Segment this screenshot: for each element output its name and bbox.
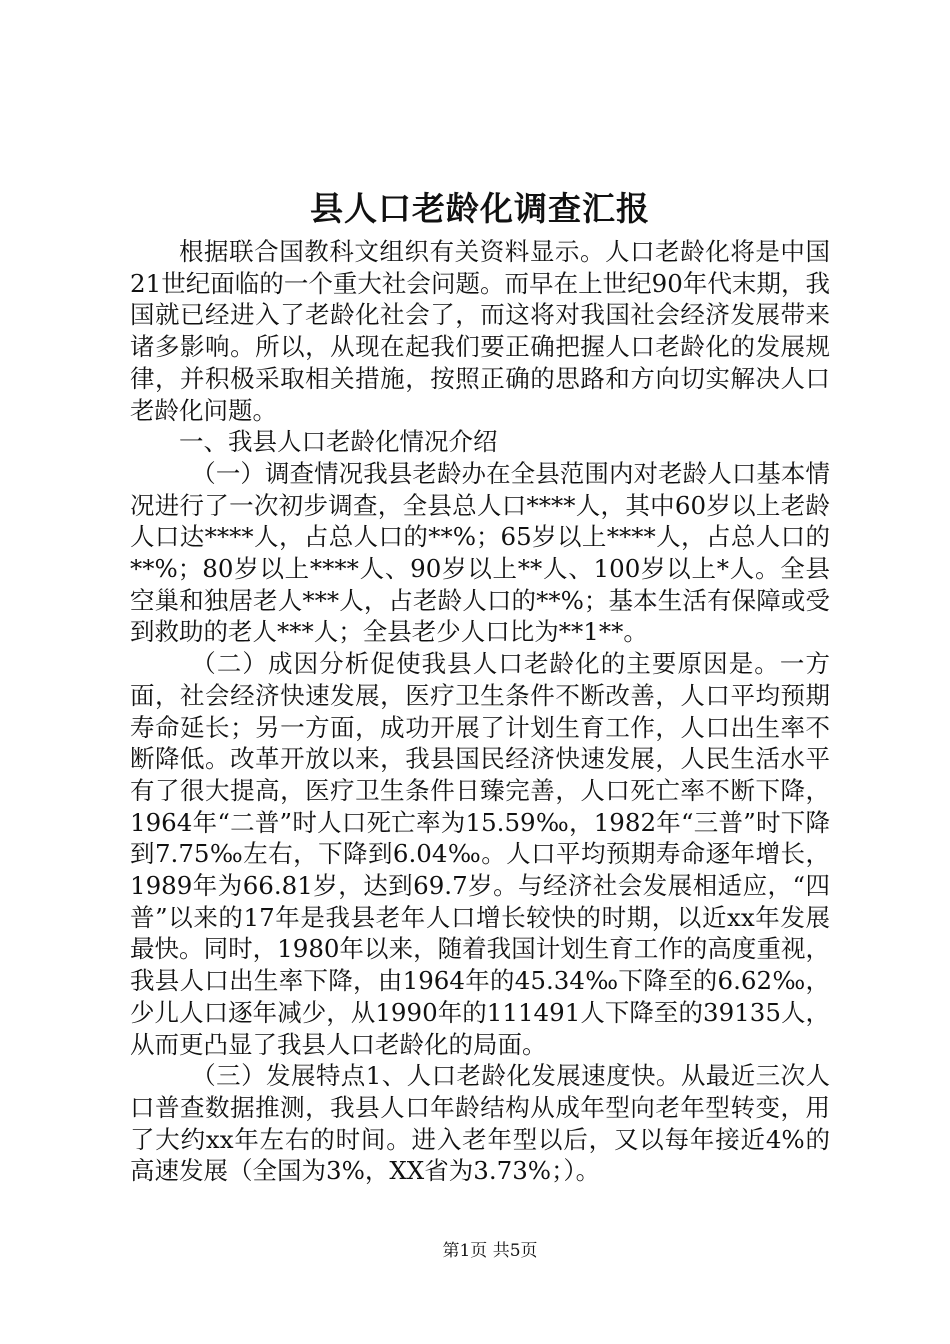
- intro-paragraph: 根据联合国教科文组织有关资料显示。人口老龄化将是中国21世纪面临的一个重大社会问题。而早在上世纪90年代末期，我国就已经进入了老龄化社会了，而这将对我国社会经济发展带来诸多影响。所以，从现在起我们要正确把握人口老龄化的发展规律，并积极采取相关措施，按照正确的思路和方向切实解决人口老龄化问题。: [130, 237, 830, 425]
- document-body: [130, 236, 830, 1187]
- section-heading: 一、我县人口老龄化情况介绍: [179, 427, 498, 457]
- features-paragraph: （三）发展特点1、人口老龄化发展速度快。从最近三次人口普查数据推测，我县人口年龄结构从成年型向老年型转变，用了大约xx年左右的时间。进入老年型以后，又以每年接近4%的高速发展（全国为3%，XX省为3.73%；）。: [130, 1061, 830, 1186]
- survey-paragraph: （一）调查情况我县老龄办在全县范围内对老龄人口基本情况进行了一次初步调查，全县总人口****人，其中60岁以上老龄人口达****人，占总人口的**%；65岁以上****人，占总人口的**%；80岁以上****人、90岁以上**人、100岁以上*人。全县空巢和独居老人***人，占老龄人口的**%；基本生活有保障或受到救助的老人***人；全县老少人口比为**1**。: [130, 458, 830, 647]
- page-footer: 第1页 共5页: [442, 1241, 538, 1261]
- document-title: 县人口老龄化调查汇报: [310, 189, 650, 228]
- cause-analysis-paragraph: （二）成因分析促使我县人口老龄化的主要原因是。一方面，社会经济快速发展，医疗卫生条件不断改善，人口平均预期寿命延长；另一方面，成功开展了计划生育工作，人口出生率不断降低。改革开放以来，我县国民经济快速发展，人民生活水平有了很大提高，医疗卫生条件日臻完善，人口死亡率不断下降，1964年“二普”时人口死亡率为15.59‰，1982年“三普”时下降到7.75‰左右，下降到6.04‰。人口平均预期寿命逐年增长，1989年为66.81岁，达到69.7岁。与经济社会发展相适应，“四普”以来的17年是我县老年人口增长较快的时期，以近xx年发展最快。同时，1980年以来，随着我国计划生育工作的高度重视，我县人口出生率下降，由1964年的45.34‰下降至的6.62‰，少儿人口逐年减少，从1990年的111491人下降至的39135人，从而更凸显了我县人口老龄化的局面。: [130, 649, 830, 1059]
